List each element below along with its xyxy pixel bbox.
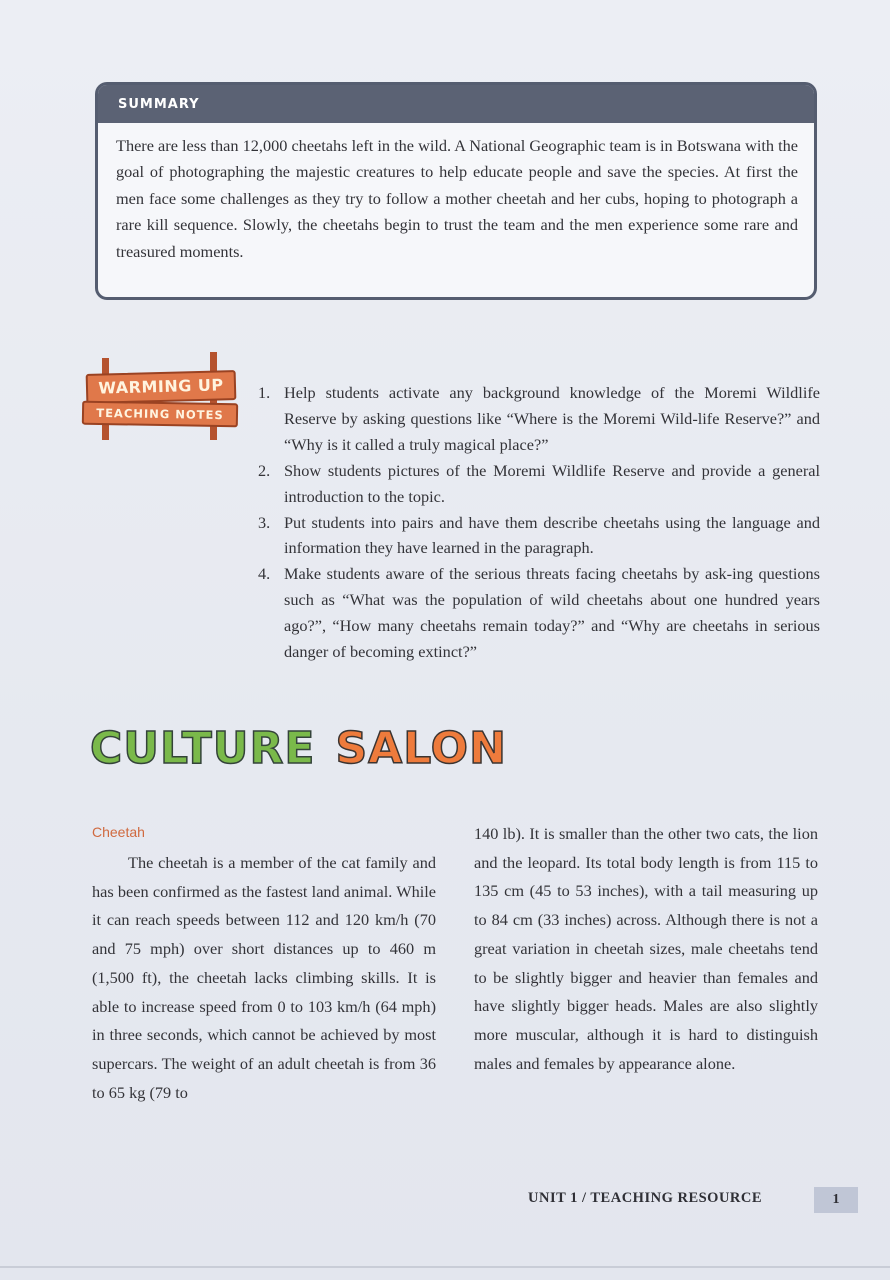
culture-word: CULTURE [90,723,316,774]
teaching-notes-list [258,380,820,665]
bottom-rule [0,1266,890,1268]
teaching-note [258,458,820,510]
footer-label: UNIT 1 / TEACHING RESOURCE [528,1190,763,1206]
note-number: 2. [258,460,271,480]
article-title: Cheetah [92,824,145,840]
culture-salon-title [90,718,507,780]
note-number: 1. [258,383,271,402]
note-text: Show students pictures of the Moremi Wildlife Reserve and provide a general introduction to the topic. [284,460,820,506]
teaching-note [258,561,820,665]
note-text: Put students into pairs and have them describe cheetahs using the language and information they have learned in the paragraph. [284,512,820,558]
teaching-note [258,510,820,562]
note-text: Help students activate any background knowledge of the Moremi Wildlife Reserve by asking questions like “Where is the Moremi Wild-life Reserve?” and “Why is it called a truly magical place?” [284,383,820,454]
teaching-note [258,380,820,458]
summary-text: There are less than 12,000 cheetahs left in the wild. A National Geographic team is in Botswana with the goal of photographing the majestic creatures to help educate people and save the species. At first the men face some challenges as they try to follow a mother cheetah and her cubs, hoping to photograph a rare kill sequence. Slowly, the cheetahs begin to trust the team and the men experience some rare and treasured moments. [116,136,798,261]
sign-plank-teaching-notes: TEACHING NOTES [82,401,238,428]
summary-box [95,82,817,300]
note-number: 3. [258,512,271,532]
page-number: 1 [814,1187,858,1213]
article-left-column: The cheetah is a member of the cat family and has been confirmed as the fastest land animal. While it can reach speeds between 112 and 120 km/h (70 and 75 mph) over short distances up to 460 m (1,500 ft), the cheetah lacks climbing skills. It is able to increase speed from 0 to 103 km/h (64 mph) in three seconds, which cannot be achieved by most supercars. The weight of an adult cheetah is from 36 to 65 kg (79 to [92,853,436,1102]
note-number: 4. [258,564,271,584]
article-right-column: 140 lb). It is smaller than the other two cats, the lion and the leopard. Its total body length is from 115 to 135 cm (45 to 53 inches), with a tail measuring up to 84 cm (33 inches) across. Although there is not a great variation in cheetah sizes, male cheetahs tend to be slightly bigger and heavier than females and have slightly bigger heads. Males are also slightly more muscular, although it is hard to distinguish males and females by appearance alone. [474,824,818,1073]
sign-plank-warming-up: WARMING UP [86,370,237,404]
salon-word: SALON [335,723,507,774]
note-text: Make students aware of the serious threats facing cheetahs by ask-ing questions such as “What was the population of wild cheetahs about one hundred years ago?”, “How many cheetahs remain today?” and “Why are cheetahs in serious danger of becoming extinct?” [284,564,820,662]
warming-up-sign [82,352,240,442]
summary-heading: SUMMARY [98,85,814,123]
